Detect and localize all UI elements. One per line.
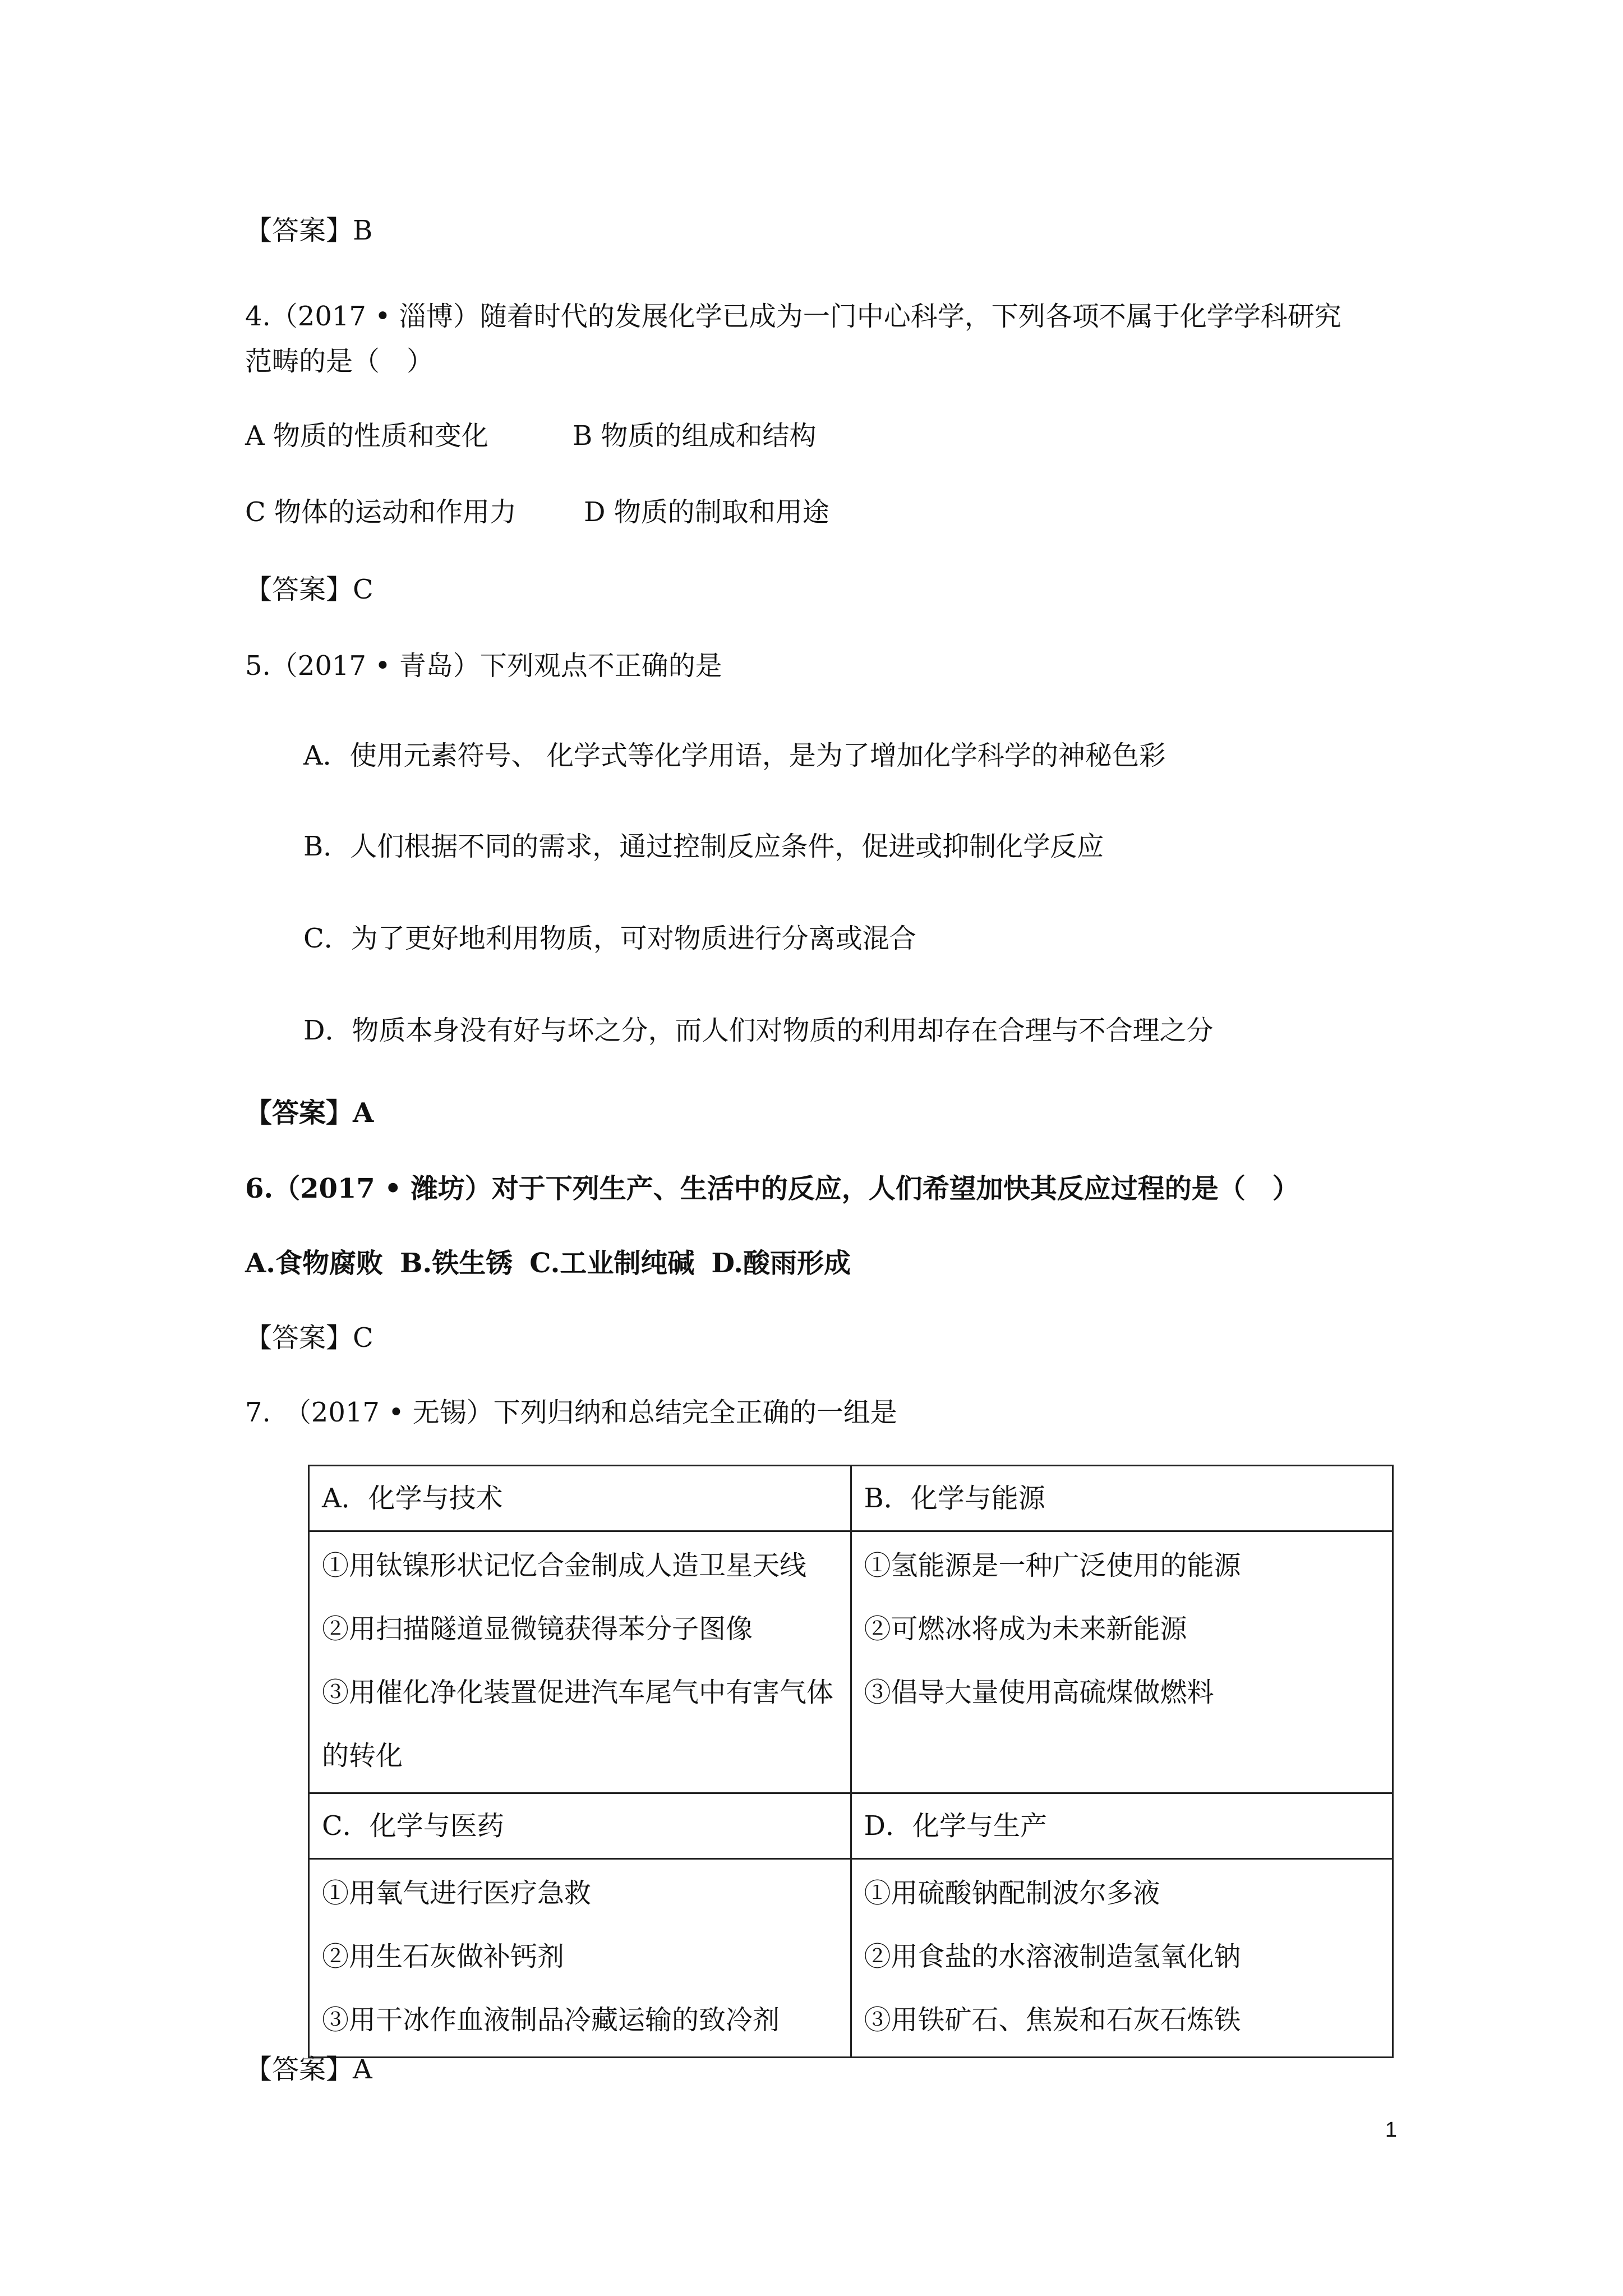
q6-option-a: A.食物腐败	[245, 1248, 383, 1279]
q6-option-c: C.工业制纯碱	[529, 1248, 695, 1279]
list-item: 的转化	[322, 1740, 403, 1772]
question-7-table	[308, 1465, 1394, 2058]
question-7-stem: 7. （2017 • 无锡）下列归纳和总结完全正确的一组是	[245, 1397, 897, 1428]
answer-3: 【答案】B	[245, 215, 373, 246]
cell-d-items	[851, 1859, 1393, 2058]
list-item: ②用生石灰做补钙剂	[322, 1941, 565, 1972]
cell-a-title: A．化学与技术	[309, 1466, 851, 1531]
page-number: 1	[1385, 2118, 1397, 2142]
question-4-options-cd	[245, 495, 829, 530]
cell-c-title: C．化学与医药	[309, 1793, 851, 1859]
list-item: ③倡导大量使用高硫煤做燃料	[864, 1677, 1214, 1708]
question-6-stem: 6.（2017 • 潍坊）对于下列生产、生活中的反应，人们希望加快其反应过程的是（ ）	[245, 1173, 1299, 1204]
q5-option-b: B．人们根据不同的需求，通过控制反应条件，促进或抑制化学反应	[303, 831, 1104, 862]
question-4-options-ab	[245, 418, 816, 453]
list-item: ①用氧气进行医疗急救	[322, 1878, 592, 1909]
answer-4: 【答案】C	[245, 574, 374, 605]
q5-option-d: D．物质本身没有好与坏之分，而人们对物质的利用却存在合理与不合理之分	[303, 1015, 1214, 1046]
q4-option-d: D 物质的制取和用途	[584, 496, 829, 528]
cell-c-items	[309, 1859, 851, 2058]
q6-option-d: D.酸雨形成	[711, 1248, 851, 1279]
list-item: ③用催化净化装置促进汽车尾气中有害气体	[322, 1677, 834, 1708]
list-item: ②用扫描隧道显微镜获得苯分子图像	[322, 1613, 753, 1645]
answer-6: 【答案】C	[245, 1322, 374, 1354]
answer-7: 【答案】A	[245, 2054, 372, 2085]
q4-option-a: A 物质的性质和变化	[245, 420, 488, 452]
list-item: ③用干冰作血液制品冷藏运输的致冷剂	[322, 2004, 780, 2036]
cell-d-title: D．化学与生产	[851, 1793, 1393, 1859]
list-item: ①用钛镍形状记忆合金制成人造卫星天线	[322, 1550, 807, 1581]
question-5-stem: 5.（2017 • 青岛）下列观点不正确的是	[245, 650, 722, 682]
q6-option-b: B.铁生锈	[399, 1248, 513, 1279]
q4-option-b: B 物质的组成和结构	[572, 420, 817, 452]
question-4-line-1: 4.（2017 • 淄博）随着时代的发展化学已成为一门中心科学，下列各项不属于化学学科研究	[245, 301, 1341, 332]
cell-b-title: B．化学与能源	[851, 1466, 1393, 1531]
question-6-options	[245, 1246, 851, 1281]
cell-a-items	[309, 1531, 851, 1793]
q5-option-a: A．使用元素符号、 化学式等化学用语，是为了增加化学科学的神秘色彩	[303, 740, 1166, 771]
list-item: ①氢能源是一种广泛使用的能源	[864, 1550, 1241, 1581]
q5-option-c: C．为了更好地利用物质，可对物质进行分离或混合	[303, 923, 916, 954]
list-item: ①用硫酸钠配制波尔多液	[864, 1878, 1160, 1909]
cell-b-items	[851, 1531, 1393, 1793]
list-item: ②用食盐的水溶液制造氢氧化钠	[864, 1941, 1241, 1972]
answer-5: 【答案】A	[245, 1097, 374, 1129]
q4-option-c: C 物体的运动和作用力	[245, 496, 517, 528]
question-4-line-2: 范畴的是（ ）	[245, 346, 434, 377]
list-item: ③用铁矿石、焦炭和石灰石炼铁	[864, 2004, 1241, 2036]
list-item: ②可燃冰将成为未来新能源	[864, 1613, 1187, 1645]
